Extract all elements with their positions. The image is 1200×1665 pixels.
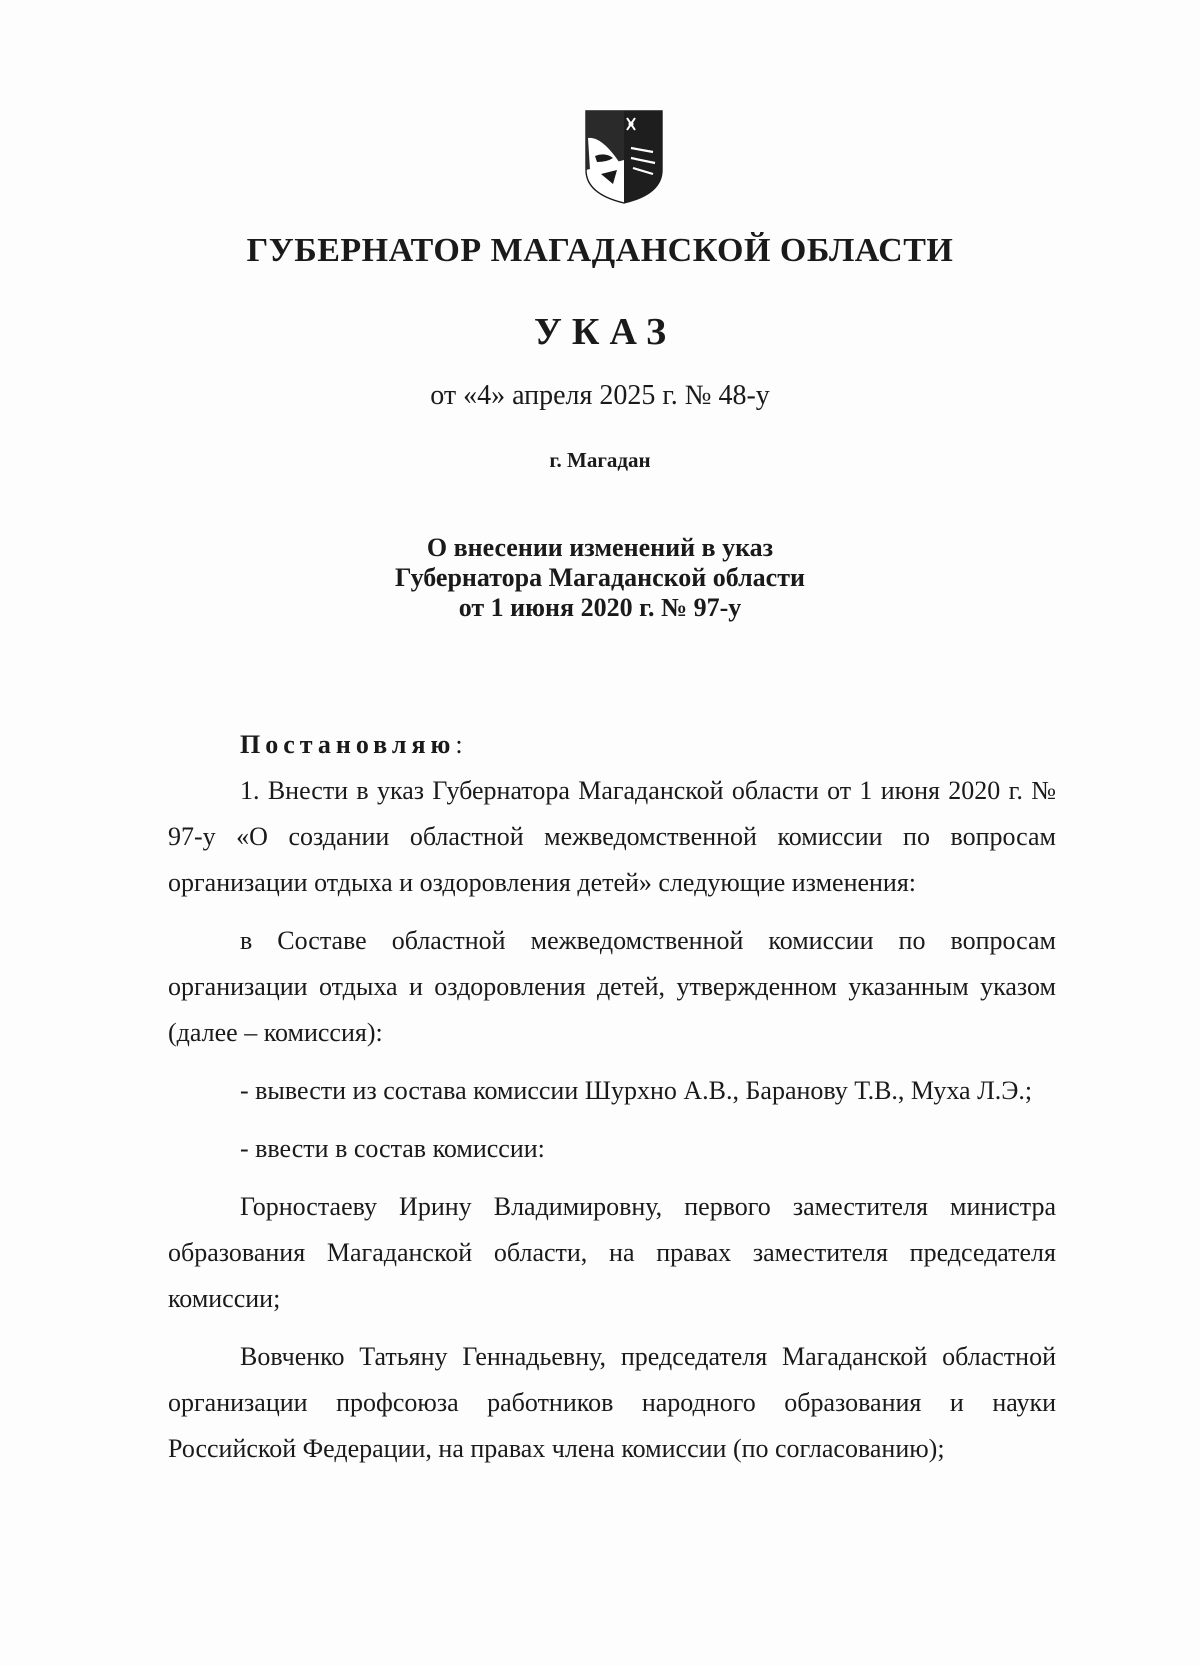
paragraph: 1. Внести в указ Губернатора Магаданской области от 1 июня 2020 г. № 97-у «О создании областной межведомственной комиссии по вопросам организации отдыха и оздоровления детей» следующие изменения:: [168, 776, 1056, 897]
paragraph: - ввести в состав комиссии:: [240, 1134, 545, 1163]
issuing-authority: ГУБЕРНАТОР МАГАДАНСКОЙ ОБЛАСТИ: [246, 232, 954, 269]
paragraph: Горностаеву Ирину Владимировну, первого заместителя министра образования Магаданской области, на правах заместителя председателя комиссии;: [168, 1192, 1056, 1313]
coat-of-arms-icon: [583, 108, 665, 206]
decree-body: [168, 768, 1056, 1472]
decree-date-number: от «4» апреля 2025 г. № 48-у: [430, 380, 770, 411]
resolve-colon: :: [455, 730, 463, 759]
paragraph: в Составе областной межведомственной комиссии по вопросам организации отдыха и оздоровления детей, утвержденном указанным указом (далее – комиссия):: [168, 926, 1056, 1047]
decree-city: г. Магадан: [549, 448, 651, 472]
resolve-heading: [168, 722, 1056, 768]
paragraph: - вывести из состава комиссии Шурхно А.В., Баранову Т.В., Муха Л.Э.;: [240, 1076, 1033, 1105]
resolve-word: Постановляю: [240, 730, 456, 759]
subject-line: О внесении изменений в указ: [426, 533, 774, 562]
subject-line: Губернатора Магаданской области: [395, 563, 805, 592]
decree-subject: [0, 533, 1200, 623]
paragraph: Вовченко Татьяну Геннадьевну, председателя Магаданской областной организации профсоюза работников народного образования и науки Российской Федерации, на правах члена комиссии (по согласованию);: [168, 1342, 1056, 1463]
subject-line: от 1 июня 2020 г. № 97-у: [458, 593, 742, 622]
document-type: УКАЗ: [534, 311, 676, 353]
